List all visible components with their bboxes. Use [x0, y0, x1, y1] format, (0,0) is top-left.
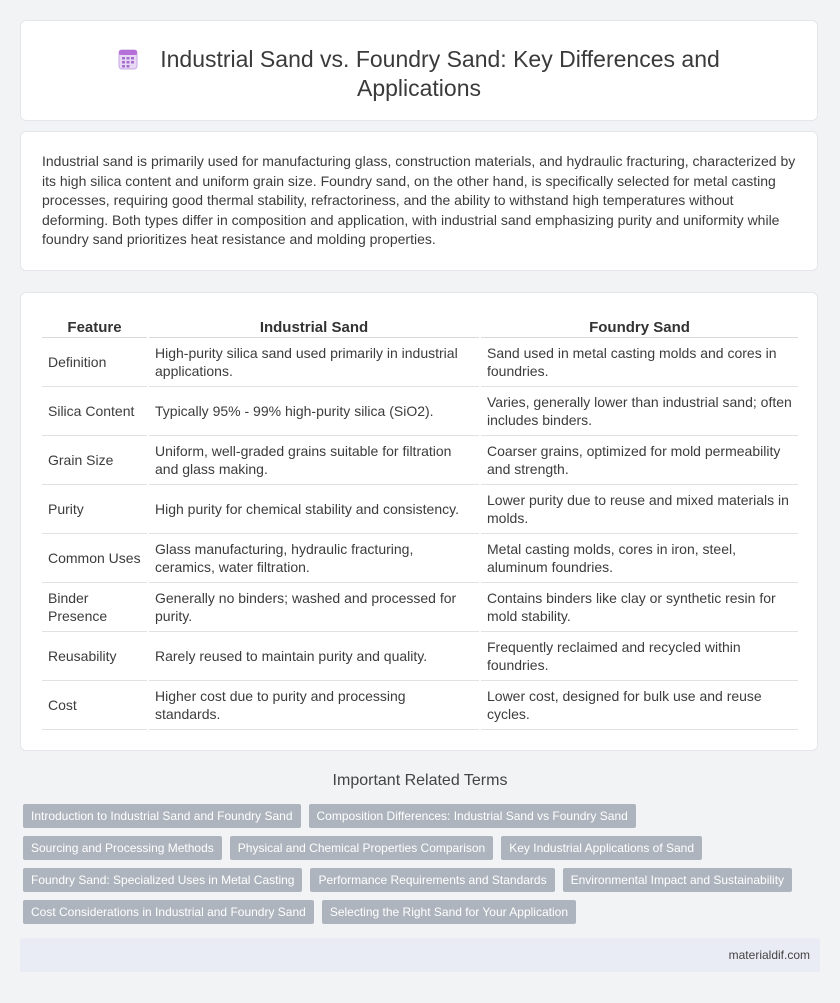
- table-row: [42, 681, 798, 730]
- table-row: [42, 583, 798, 632]
- related-term-link[interactable]: Performance Requirements and Standards: [310, 868, 554, 892]
- related-terms-heading: Important Related Terms: [332, 772, 508, 789]
- related-term-link[interactable]: Introduction to Industrial Sand and Foundry Sand: [23, 804, 301, 828]
- related-term-link[interactable]: Sourcing and Processing Methods: [23, 836, 222, 860]
- comparison-table: [42, 315, 798, 730]
- related-term-link[interactable]: Composition Differences: Industrial Sand vs Foundry Sand: [309, 804, 636, 828]
- cell-foundry: Frequently reclaimed and recycled within foundries.: [480, 632, 798, 681]
- related-term-link[interactable]: Environmental Impact and Sustainability: [563, 868, 792, 892]
- header-card: [20, 20, 818, 121]
- table-row: [42, 632, 798, 681]
- cell-feature: Cost: [42, 681, 148, 730]
- table-row: [42, 338, 798, 387]
- cell-industrial: High-purity silica sand used primarily in industrial applications.: [148, 338, 480, 387]
- related-term-link[interactable]: Physical and Chemical Properties Comparison: [230, 836, 493, 860]
- intro-card: [20, 131, 818, 271]
- cell-foundry: Coarser grains, optimized for mold permeability and strength.: [480, 436, 798, 485]
- column-header-feature: Feature: [42, 315, 148, 338]
- cell-foundry: Sand used in metal casting molds and cores in foundries.: [480, 338, 798, 387]
- page-title: [21, 45, 817, 103]
- table-header-row: [42, 315, 798, 338]
- title-line-1: Industrial Sand vs. Foundry Sand: Key Differences and: [160, 46, 720, 72]
- column-header-industrial-sand: Industrial Sand: [148, 315, 480, 338]
- table-row: [42, 436, 798, 485]
- related-terms-list: [23, 804, 813, 932]
- table-row: [42, 387, 798, 436]
- comparison-table-card: [20, 292, 818, 751]
- cell-foundry: Lower cost, designed for bulk use and reuse cycles.: [480, 681, 798, 730]
- table-row: [42, 485, 798, 534]
- cell-foundry: Metal casting molds, cores in iron, steel, aluminum foundries.: [480, 534, 798, 583]
- cell-industrial: Typically 95% - 99% high-purity silica (SiO2).: [148, 387, 480, 436]
- related-term-link[interactable]: Selecting the Right Sand for Your Application: [322, 900, 576, 924]
- calendar-icon: [118, 48, 138, 70]
- cell-feature: Definition: [42, 338, 148, 387]
- cell-industrial: Higher cost due to purity and processing standards.: [148, 681, 480, 730]
- cell-feature: Grain Size: [42, 436, 148, 485]
- cell-industrial: Generally no binders; washed and processed for purity.: [148, 583, 480, 632]
- footer: [20, 938, 820, 972]
- cell-industrial: Uniform, well-graded grains suitable for filtration and glass making.: [148, 436, 480, 485]
- related-term-link[interactable]: Cost Considerations in Industrial and Foundry Sand: [23, 900, 314, 924]
- cell-feature: Reusability: [42, 632, 148, 681]
- related-term-link[interactable]: Key Industrial Applications of Sand: [501, 836, 702, 860]
- cell-industrial: Rarely reused to maintain purity and quality.: [148, 632, 480, 681]
- cell-industrial: High purity for chemical stability and consistency.: [148, 485, 480, 534]
- cell-feature: Silica Content: [42, 387, 148, 436]
- cell-foundry: Lower purity due to reuse and mixed materials in molds.: [480, 485, 798, 534]
- cell-foundry: Varies, generally lower than industrial sand; often includes binders.: [480, 387, 798, 436]
- tag-row: [23, 900, 813, 924]
- tag-row: [23, 868, 813, 892]
- title-line-2: Applications: [356, 75, 482, 101]
- table-row: [42, 534, 798, 583]
- footer-site-link[interactable]: materialdif.com: [728, 948, 810, 962]
- intro-paragraph: Industrial sand is primarily used for manufacturing glass, construction materials, and hydraulic fracturing, characterized by its high silica content and uniform grain size. Foundry sand, on the other hand, is specifically selected for metal casting processes, requiring good thermal stability, refractoriness, and the ability to withstand high temperatures without deforming. Both types differ in composition and application, with industrial sand emphasizing purity and uniformity while foundry sand prioritizes heat resistance and molding properties.: [42, 153, 796, 247]
- tag-row: [23, 836, 813, 860]
- related-term-link[interactable]: Foundry Sand: Specialized Uses in Metal Casting: [23, 868, 302, 892]
- cell-foundry: Contains binders like clay or synthetic resin for mold stability.: [480, 583, 798, 632]
- cell-feature: Purity: [42, 485, 148, 534]
- cell-industrial: Glass manufacturing, hydraulic fracturing, ceramics, water filtration.: [148, 534, 480, 583]
- tag-row: [23, 804, 813, 828]
- column-header-foundry-sand: Foundry Sand: [480, 315, 798, 338]
- cell-feature: Binder Presence: [42, 583, 148, 632]
- cell-feature: Common Uses: [42, 534, 148, 583]
